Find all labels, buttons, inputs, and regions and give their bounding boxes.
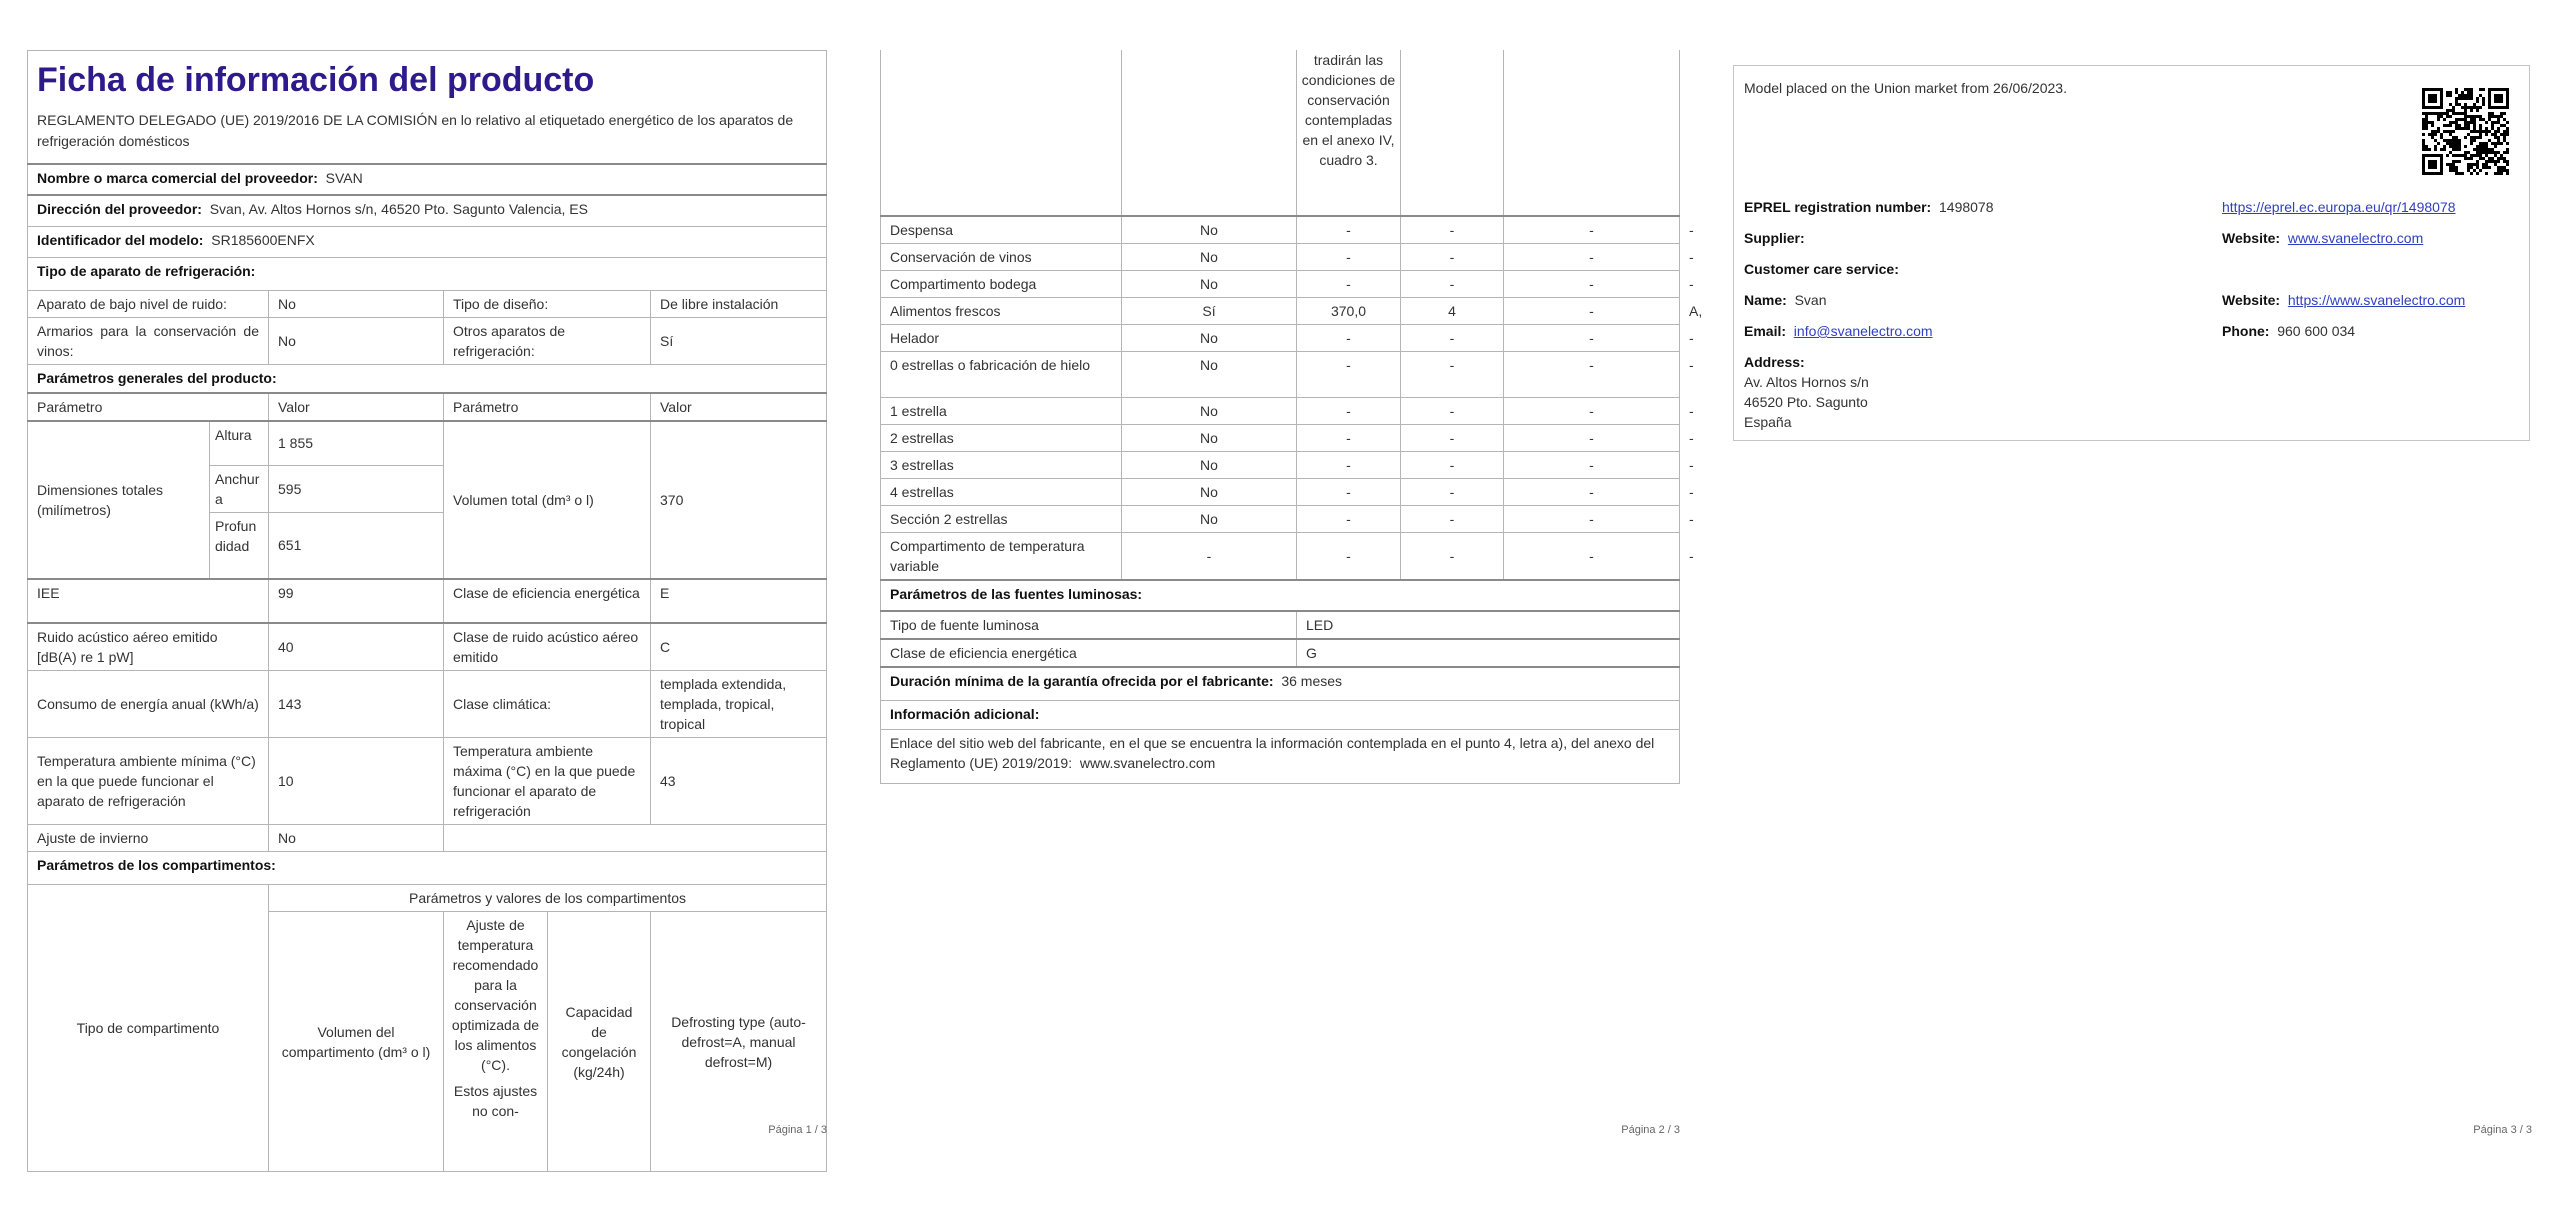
compartment-volume: - <box>1297 325 1401 352</box>
care-name-row: Name: Svan <box>1744 292 1827 308</box>
design-label: Tipo de diseño: <box>444 290 651 317</box>
compartment-present: Sí <box>1122 298 1297 325</box>
compartment-present: No <box>1122 452 1297 479</box>
compartment-temp: - <box>1401 271 1504 298</box>
supplier-address-row: Dirección del proveedor: Svan, Av. Altos Hornos s/n, 46520 Pto. Sagunto Valencia, ES <box>28 195 827 226</box>
compartment-type: Despensa <box>881 216 1122 244</box>
page-title: Ficha de información del producto <box>37 61 595 99</box>
regulation-text: REGLAMENTO DELEGADO (UE) 2019/2016 DE LA COMISIÓN en lo relativo al etiquetado energético de los aparatos de refrigeración domésticos <box>37 112 794 149</box>
comp-temp-header: Ajuste de temperatura recomendado para la conservación optimizada de los alimentos (°C). Estos ajustes no con- <box>444 912 548 1172</box>
efficiency-class-label: Clase de eficiencia energética <box>444 579 651 623</box>
compartment-row: Compartimento de temperatura variable - - - - - <box>881 533 1680 581</box>
compartment-temp: - <box>1401 533 1504 581</box>
compartment-temp: - <box>1401 244 1504 271</box>
general-params-heading: Parámetros generales del producto: <box>28 364 827 393</box>
tmin-label: Temperatura ambiente mínima (°C) en la que puede funcionar el aparato de refrigeración <box>28 738 269 825</box>
climate-label: Clase climática: <box>444 671 651 738</box>
product-info-table <box>27 50 827 1172</box>
compartment-freeze: - <box>1504 452 1680 479</box>
winter-value: No <box>269 825 444 852</box>
height-value: 1 855 <box>269 421 444 465</box>
compartment-row: 0 estrellas o fabricación de hielo No - - - - <box>881 352 1680 398</box>
light-heading: Parámetros de las fuentes luminosas: <box>881 580 1680 611</box>
compartment-type: Conservación de vinos <box>881 244 1122 271</box>
compartment-type: Helador <box>881 325 1122 352</box>
volume-label: Volumen total (dm³ o l) <box>444 421 651 579</box>
other-label: Otros aparatos de refrigeración: <box>444 317 651 364</box>
additional-heading: Información adicional: <box>881 700 1680 729</box>
iee-label: IEE <box>28 579 269 623</box>
address-line: 46520 Pto. Sagunto <box>1744 394 1868 410</box>
compartment-volume: - <box>1297 479 1401 506</box>
col-value-2: Valor <box>651 393 827 421</box>
market-date-text: Model placed on the Union market from 26/06/2023. <box>1744 80 2067 96</box>
compartment-freeze: - <box>1504 298 1680 325</box>
supplier-website-row: Website: www.svanelectro.com <box>2222 230 2424 246</box>
noise-class-value: C <box>651 623 827 671</box>
volume-value: 370 <box>651 421 827 579</box>
comp-defrost-header: Defrosting type (auto-defrost=A, manual defrost=M) <box>651 912 827 1172</box>
model-identifier-row: Identificador del modelo: SR185600ENFX <box>28 226 827 257</box>
comp-type-header: Tipo de compartimento <box>28 885 269 1172</box>
compartment-freeze: - <box>1504 533 1680 581</box>
care-website-link[interactable]: https://www.svanelectro.com <box>2287 292 2466 308</box>
tmax-value: 43 <box>651 738 827 825</box>
consumption-label: Consumo de energía anual (kWh/a) <box>28 671 269 738</box>
page-2 <box>880 50 1703 771</box>
noise-class-label: Clase de ruido acústico aéreo emitido <box>444 623 651 671</box>
light-class-label: Clase de eficiencia energética <box>881 639 1297 667</box>
col-value: Valor <box>269 393 444 421</box>
compartment-row: 2 estrellas No - - - - <box>881 425 1680 452</box>
col-param: Parámetro <box>28 393 269 421</box>
design-value: De libre instalación <box>651 290 827 317</box>
compartment-freeze: - <box>1504 271 1680 298</box>
empty-cell <box>444 825 827 852</box>
wine-value: No <box>269 317 444 364</box>
address-label: Address: <box>1744 354 1805 370</box>
supplier-label: Supplier: <box>1744 230 1805 246</box>
care-website-row: Website: https://www.svanelectro.com <box>2222 292 2466 308</box>
depth-label: Profundidad <box>210 512 269 579</box>
wine-row <box>28 317 827 364</box>
low-noise-row <box>28 290 827 317</box>
compartment-present: - <box>1122 533 1297 581</box>
compartment-freeze: - <box>1504 325 1680 352</box>
col-param-2: Parámetro <box>444 393 651 421</box>
compartment-present: No <box>1122 398 1297 425</box>
compartment-volume: - <box>1297 216 1401 244</box>
comp-temp-note-continued: tradirán las condiciones de conservación contempladas en el anexo IV, cuadro 3. <box>1297 50 1401 216</box>
compartment-type: Sección 2 estrellas <box>881 506 1122 533</box>
page-1 <box>27 50 827 1119</box>
compartment-freeze: - <box>1504 398 1680 425</box>
email-link[interactable]: info@svanelectro.com <box>1793 323 1933 339</box>
compartment-temp: - <box>1401 325 1504 352</box>
compartment-volume: 370,0 <box>1297 298 1401 325</box>
compartment-type: 4 estrellas <box>881 479 1122 506</box>
compartment-temp: - <box>1401 352 1504 398</box>
height-label: Altura <box>210 421 269 465</box>
compartment-volume: - <box>1297 398 1401 425</box>
eprel-link[interactable]: https://eprel.ec.europa.eu/qr/1498078 <box>2222 199 2456 215</box>
compartment-volume: - <box>1297 506 1401 533</box>
width-label: Anchura <box>210 465 269 512</box>
compartment-volume: - <box>1297 352 1401 398</box>
noise-value: 40 <box>269 623 444 671</box>
compartment-row: Despensa No - - - - <box>881 216 1680 244</box>
compartment-type: Compartimento bodega <box>881 271 1122 298</box>
address-line: España <box>1744 414 1792 430</box>
compartment-volume: - <box>1297 271 1401 298</box>
compartment-temp: - <box>1401 506 1504 533</box>
compartment-type: Compartimento de temperatura variable <box>881 533 1122 581</box>
qr-code-icon[interactable] <box>2422 88 2509 175</box>
other-value: Sí <box>651 317 827 364</box>
page-number-2: Página 2 / 3 <box>1621 1124 1680 1136</box>
compartment-volume: - <box>1297 425 1401 452</box>
low-noise-value: No <box>269 290 444 317</box>
additional-text: Enlace del sitio web del fabricante, en el que se encuentra la información contemplada en el punto 4, letra a), del anexo del Reglamento (UE) 2019/2019: www.svanelectro.com <box>881 729 1680 783</box>
compartment-volume: - <box>1297 533 1401 581</box>
compartment-row: 4 estrellas No - - - - <box>881 479 1680 506</box>
compartment-present: No <box>1122 425 1297 452</box>
page-number-1: Página 1 / 3 <box>768 1124 827 1136</box>
page-3-eprel-box <box>1733 65 2530 441</box>
compartment-row: Helador No - - - - <box>881 325 1680 352</box>
compartment-freeze: - <box>1504 425 1680 452</box>
tmax-label: Temperatura ambiente máxima (°C) en la que puede funcionar el aparato de refrigeración <box>444 738 651 825</box>
compartment-present: No <box>1122 244 1297 271</box>
compartment-present: No <box>1122 325 1297 352</box>
compartment-temp: - <box>1401 398 1504 425</box>
winter-label: Ajuste de invierno <box>28 825 269 852</box>
compartment-type: 0 estrellas o fabricación de hielo <box>881 352 1122 398</box>
compartment-present: No <box>1122 352 1297 398</box>
comp-freeze-header: Capacidad de congelación (kg/24h) <box>548 912 651 1172</box>
compartment-present: No <box>1122 216 1297 244</box>
compartment-volume: - <box>1297 244 1401 271</box>
customer-care-label: Customer care service: <box>1744 261 1899 277</box>
email-row: Email: info@svanelectro.com <box>1744 323 1933 339</box>
address-line: Av. Altos Hornos s/n <box>1744 374 1869 390</box>
compartment-row: Sección 2 estrellas No - - - - <box>881 506 1680 533</box>
supplier-name-row: Nombre o marca comercial del proveedor: SVAN <box>28 164 827 195</box>
compartment-temp: - <box>1401 452 1504 479</box>
consumption-value: 143 <box>269 671 444 738</box>
phone-row: Phone: 960 600 034 <box>2222 323 2356 339</box>
compartment-row: Compartimento bodega No - - - - <box>881 271 1680 298</box>
compartment-temp: - <box>1401 425 1504 452</box>
compartment-temp: 4 <box>1401 298 1504 325</box>
light-type-value: LED <box>1297 611 1680 639</box>
compartment-freeze: - <box>1504 216 1680 244</box>
page-number-3: Página 3 / 3 <box>2473 1124 2532 1136</box>
warranty-row: Duración mínima de la garantía ofrecida por el fabricante: 36 meses <box>881 667 1680 700</box>
compartment-freeze: - <box>1504 352 1680 398</box>
dimensions-label: Dimensiones totales (milímetros) <box>28 421 210 579</box>
compartment-row: Conservación de vinos No - - - - <box>881 244 1680 271</box>
climate-value: templada extendida, templada, tropical, tropical <box>651 671 827 738</box>
general-params-header <box>28 393 827 421</box>
compartments-table <box>880 50 1703 784</box>
depth-value: 651 <box>269 512 444 579</box>
compartment-row: Alimentos frescos Sí 370,0 4 - A, <box>881 298 1680 325</box>
compartment-temp: - <box>1401 479 1504 506</box>
compartment-volume: - <box>1297 452 1401 479</box>
light-type-label: Tipo de fuente luminosa <box>881 611 1297 639</box>
eprel-row: EPREL registration number: 1498078 <box>1744 199 1994 215</box>
compartment-type: 2 estrellas <box>881 425 1122 452</box>
width-value: 595 <box>269 465 444 512</box>
compartment-type: Alimentos frescos <box>881 298 1122 325</box>
wine-label: Armarios para la conservación de vinos: <box>28 317 269 364</box>
compartment-row: 3 estrellas No - - - - <box>881 452 1680 479</box>
tmin-value: 10 <box>269 738 444 825</box>
supplier-website-link[interactable]: www.svanelectro.com <box>2287 230 2424 246</box>
compartment-type: 1 estrella <box>881 398 1122 425</box>
comp-params-header: Parámetros y valores de los compartimentos <box>269 885 827 912</box>
low-noise-label: Aparato de bajo nivel de ruido: <box>28 290 269 317</box>
compartment-type: 3 estrellas <box>881 452 1122 479</box>
compartments-heading: Parámetros de los compartimentos: <box>28 852 827 885</box>
compartment-present: No <box>1122 271 1297 298</box>
compartment-row: 1 estrella No - - - - <box>881 398 1680 425</box>
compartment-present: No <box>1122 479 1297 506</box>
compartment-freeze: - <box>1504 479 1680 506</box>
compartment-present: No <box>1122 506 1297 533</box>
compartment-freeze: - <box>1504 244 1680 271</box>
appliance-type-heading: Tipo de aparato de refrigeración: <box>28 257 827 290</box>
iee-value: 99 <box>269 579 444 623</box>
comp-volume-header: Volumen del compartimento (dm³ o l) <box>269 912 444 1172</box>
compartment-temp: - <box>1401 216 1504 244</box>
manufacturer-url: www.svanelectro.com <box>1079 754 1216 771</box>
noise-label: Ruido acústico aéreo emitido [dB(A) re 1 pW] <box>28 623 269 671</box>
compartment-freeze: - <box>1504 506 1680 533</box>
efficiency-class-value: E <box>651 579 827 623</box>
light-class-value: G <box>1297 639 1680 667</box>
